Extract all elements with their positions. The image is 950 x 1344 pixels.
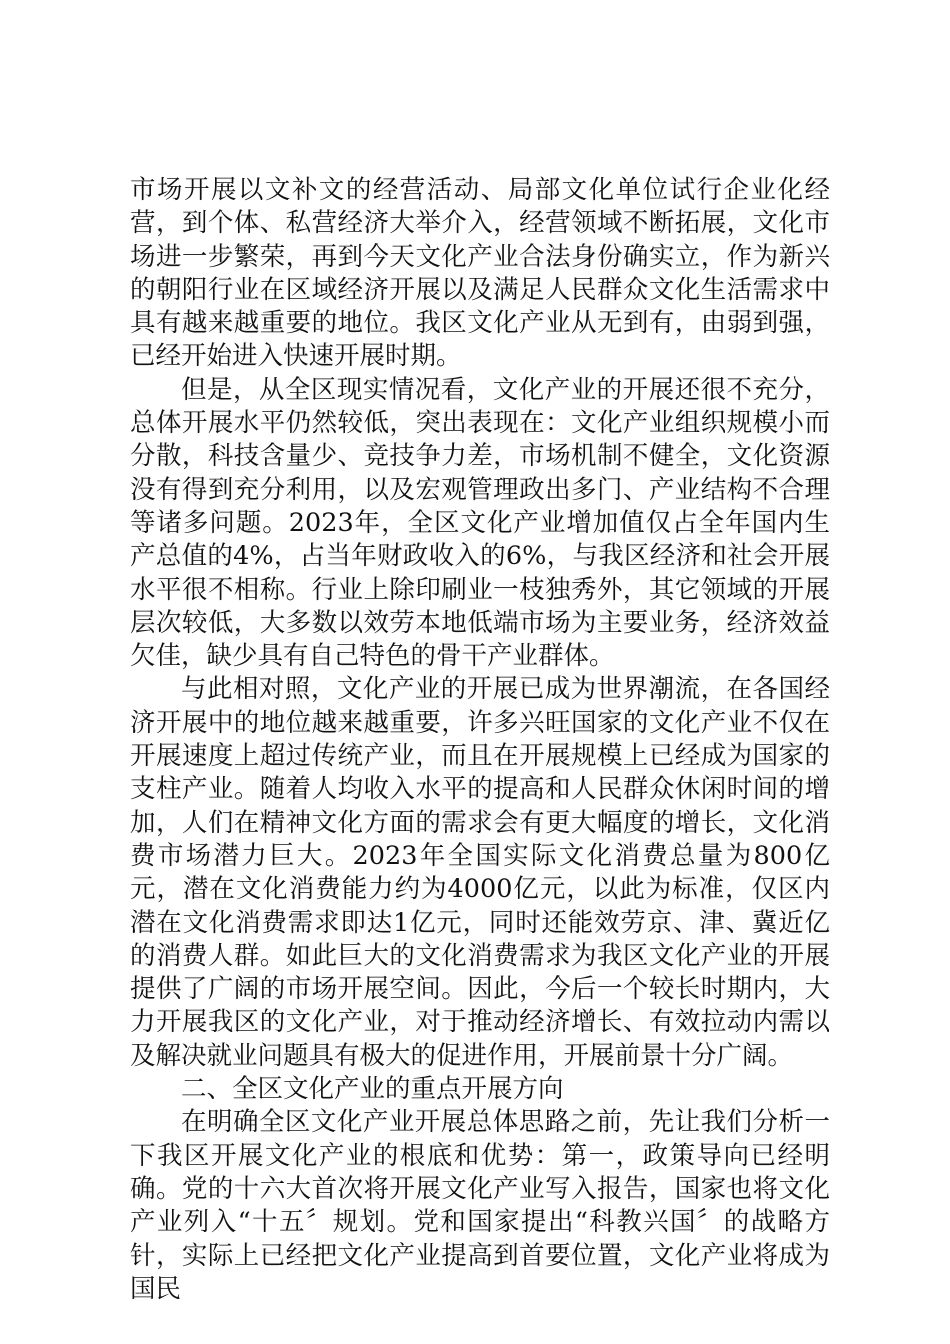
section-heading: 二、全区文化产业的重点开展方向 — [181, 1074, 564, 1105]
paragraph-4: 在明确全区文化产业开展总体思路之前，先让我们分析一下我区开展文化产业的根底和优势：第一，政策导向已经明确。党的十六大首次将开展文化产业写入报告，国家也将文化产业列入“十五〞规划。党和国家提出“科教兴国〞的战略方针，实际上已经把文化产业提高到首要位置，文化产业将成为国民 — [130, 1107, 830, 1304]
paragraph-1: 市场开展以文补文的经营活动、局部文化单位试行企业化经营，到个体、私营经济大举介入，经营领域不断拓展，文化市场进一步繁荣，再到今天文化产业合法身份确实立，作为新兴的朝阳行业在区域经济开展以及满足人民群众文化生活需求中具有越来越重要的地位。我区文化产业从无到有，由弱到强，已经开始进入快速开展时期。 — [130, 175, 830, 372]
paragraph-2: 但是，从全区现实情况看，文化产业的开展还很不充分，总体开展水平仍然较低，突出表现在：文化产业组织规模小而分散，科技含量少、竞技争力差，市场机制不健全，文化资源没有得到充分利用，以及宏观管理政出多门、产业结构不合理等诸多问题。2023年，全区文化产业增加值仅占全年国内生产总值的4%，占当年财政收入的6%，与我区经济和社会开展水平很不相称。行业上除印刷业一枝独秀外，其它领域的开展层次较低，大多数以效劳本地低端市场为主要业务，经济效益欠佳，缺少具有自己特色的骨干产业群体。 — [130, 374, 830, 672]
paragraph-3: 与此相对照，文化产业的开展已成为世界潮流，在各国经济开展中的地位越来越重要，许多兴旺国家的文化产业不仅在开展速度上超过传统产业，而且在开展规模上已经成为国家的支柱产业。随着人均收入水平的提高和人民群众休闲时间的增加，人们在精神文化方面的需求会有更大幅度的增长，文化消费市场潜力巨大。2023年全国实际文化消费总量为800亿元，潜在文化消费能力约为4000亿元，以此为标准，仅区内潜在文化消费需求即达1亿元，同时还能效劳京、津、冀近亿的消费人群。如此巨大的文化消费需求为我区文化产业的开展提供了广阔的市场开展空间。因此，今后一个较长时期内，大力开展我区的文化产业，对于推动经济增长、有效拉动内需以及解决就业问题具有极大的促进作用，开展前景十分广阔。 — [130, 674, 830, 1071]
document-body — [130, 174, 830, 1306]
